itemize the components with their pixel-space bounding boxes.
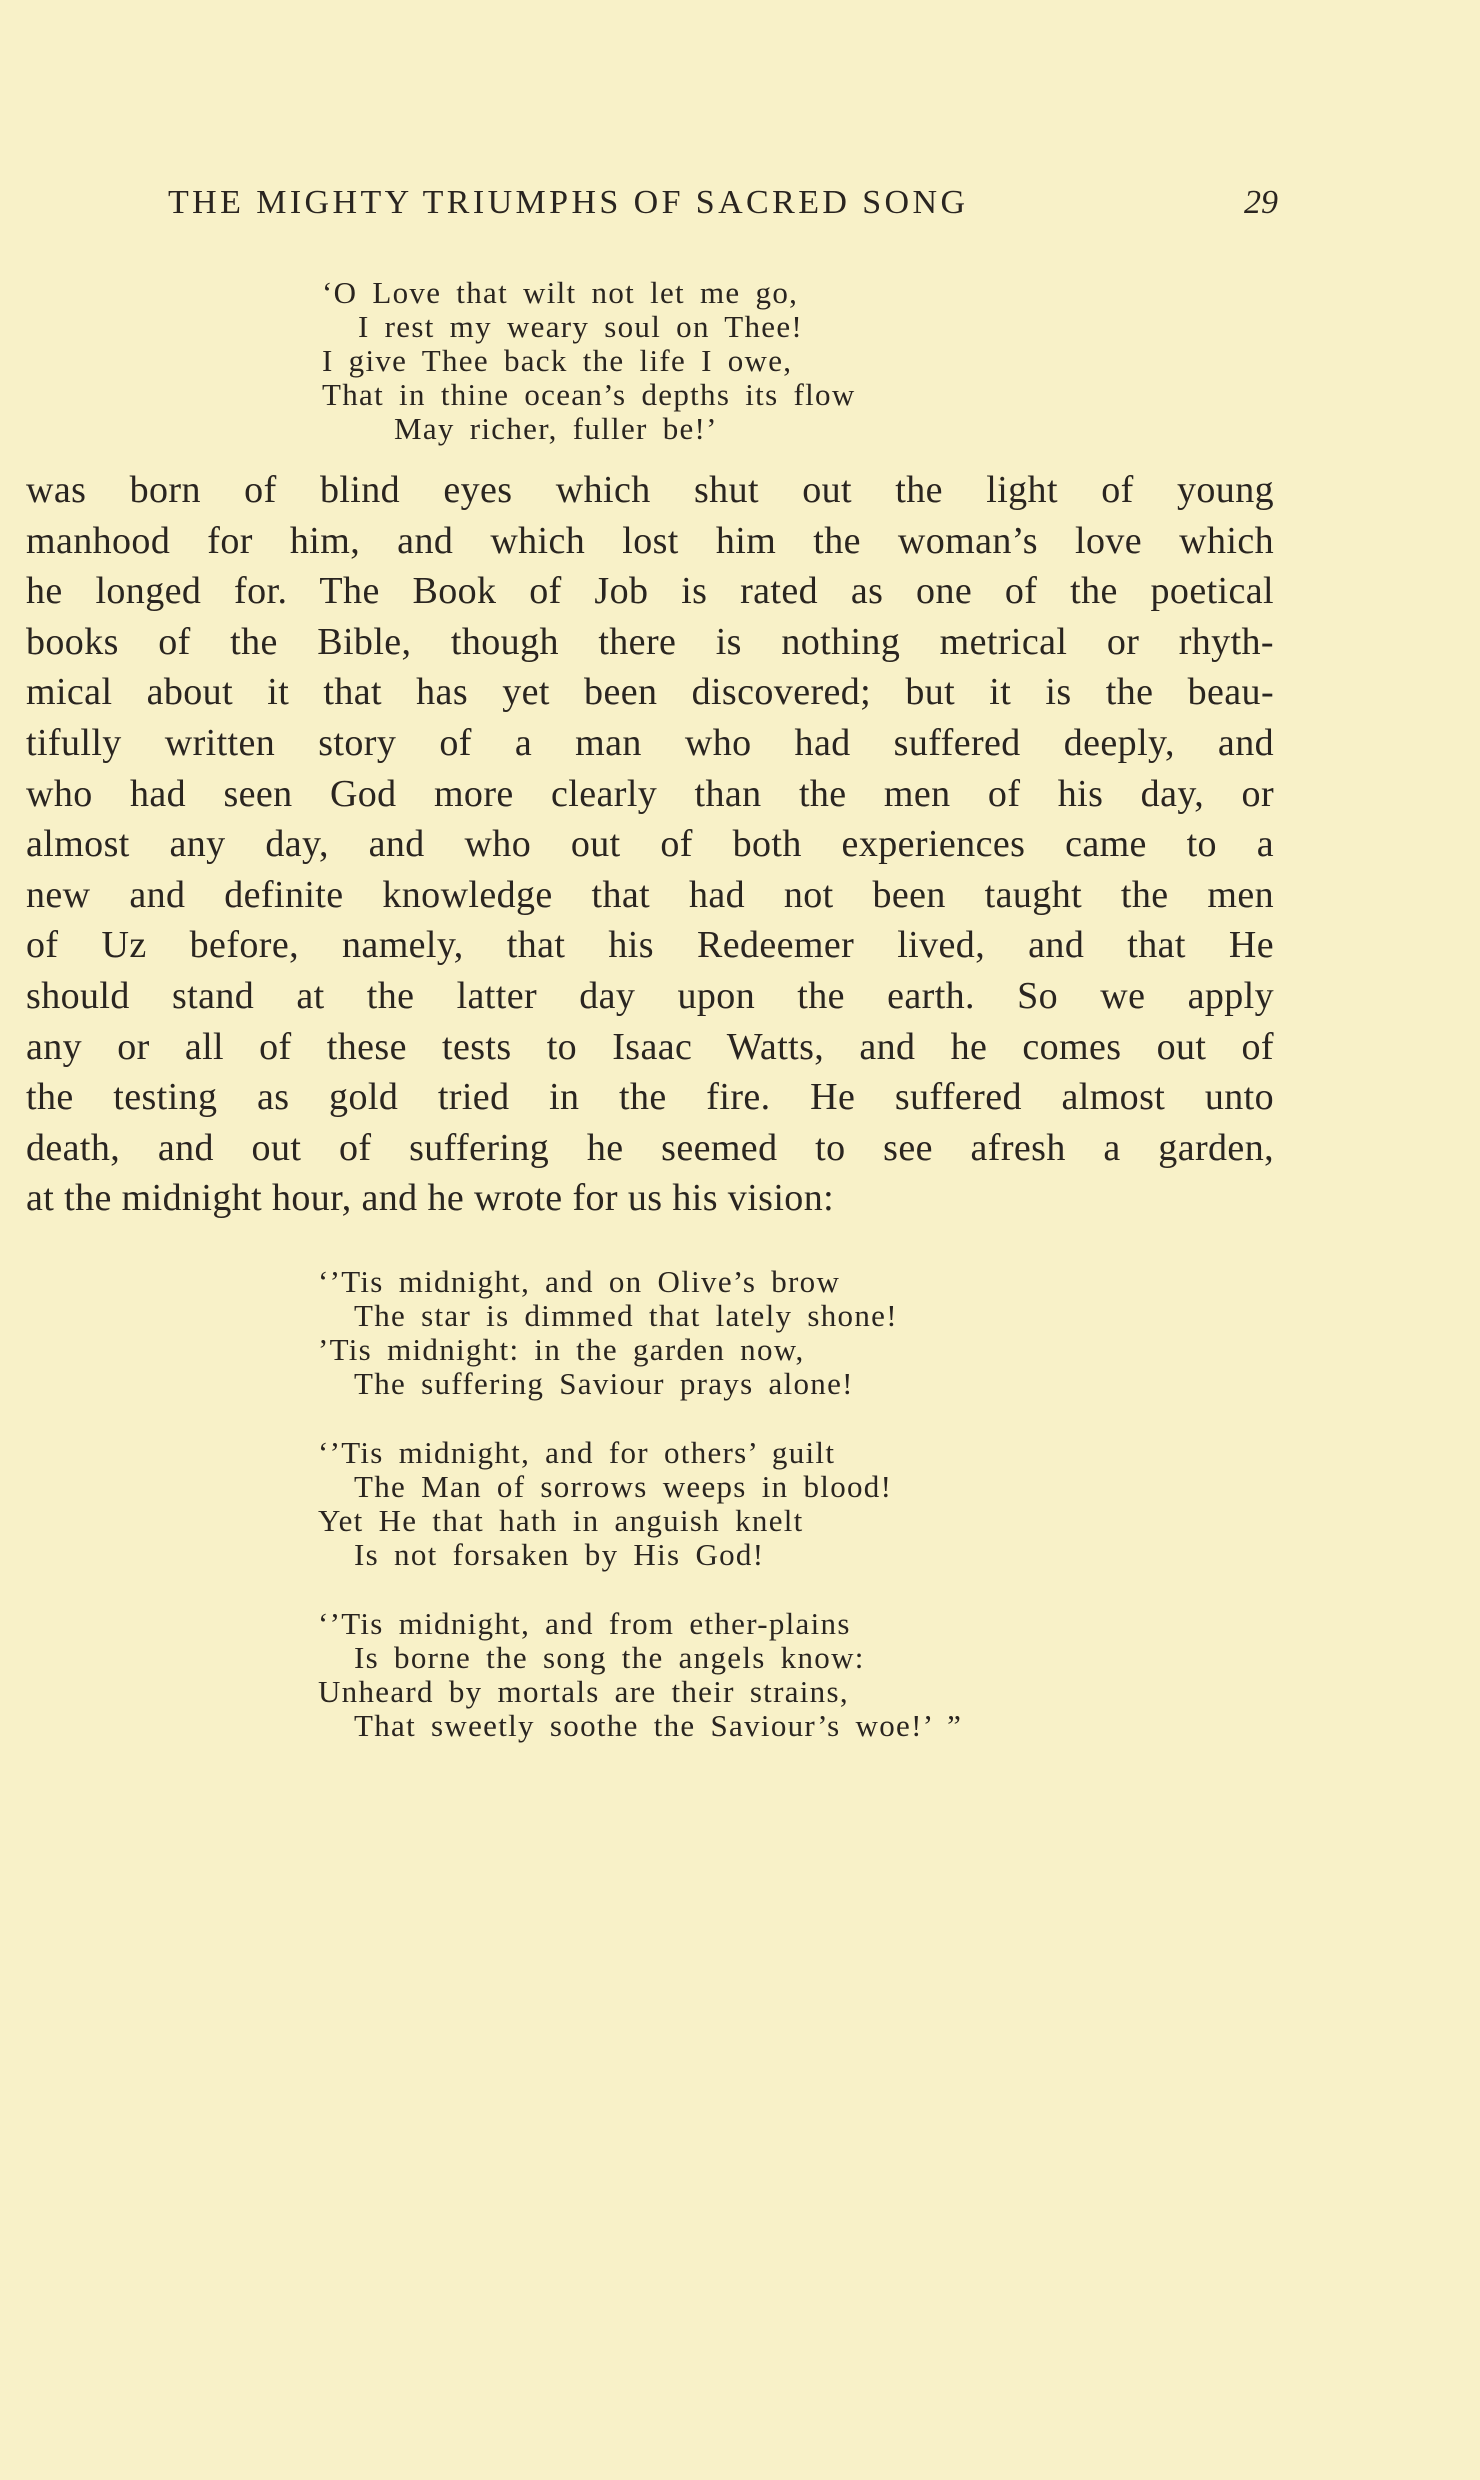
verse-line: Is not forsaken by His God! <box>354 1537 765 1572</box>
verse-line: The star is dimmed that lately shone! <box>354 1298 898 1333</box>
body-line: death, and out of suffering he seemed to see afresh a garden, <box>26 1126 1274 1169</box>
body-line: the testing as gold tried in the fire. He suffered almost unto <box>26 1076 1274 1119</box>
verse-line: ‘O Love that wilt not let me go, <box>322 275 799 310</box>
body-line: was born of blind eyes which shut out the light of young <box>26 469 1274 511</box>
verse-line: The Man of sorrows weeps in blood! <box>354 1469 893 1504</box>
body-line: any or all of these tests to Isaac Watts, and he comes out of <box>26 1025 1274 1068</box>
body-line: mical about it that has yet been discovered; but it is the beau- <box>26 671 1274 714</box>
hymn-stanza-1 <box>318 1265 898 1401</box>
page-number: 29 <box>1244 184 1278 221</box>
verse-line: ‘’Tis midnight, and on Olive’s brow <box>318 1264 841 1299</box>
body-paragraph <box>26 465 1274 1224</box>
body-line: of Uz before, namely, that his Redeemer lived, and that He <box>26 924 1274 967</box>
body-line: tifully written story of a man who had suffered deeply, and <box>26 721 1274 764</box>
body-line: almost any day, and who out of both experiences came to a <box>26 823 1274 866</box>
verse-line: ‘’Tis midnight, and for others’ guilt <box>318 1435 836 1470</box>
body-line: who had seen God more clearly than the men of his day, or <box>26 772 1274 815</box>
verse-line: Is borne the song the angels know: <box>354 1640 865 1675</box>
running-title: THE MIGHTY TRIUMPHS OF SACRED SONG <box>168 184 969 221</box>
opening-stanza <box>322 276 856 446</box>
verse-line: ’Tis midnight: in the garden now, <box>318 1332 805 1367</box>
body-line: books of the Bible, though there is nothing metrical or rhyth- <box>26 620 1274 663</box>
verse-line: The suffering Saviour prays alone! <box>354 1366 854 1401</box>
body-line: manhood for him, and which lost him the woman’s love which <box>26 519 1274 562</box>
running-head <box>168 184 1278 232</box>
verse-line: I give Thee back the life I owe, <box>322 343 793 378</box>
verse-line: I rest my weary soul on Thee! <box>358 309 804 344</box>
body-line: new and definite knowledge that had not been taught the men <box>26 873 1274 916</box>
verse-line: That sweetly soothe the Saviour’s woe!’ ” <box>354 1708 963 1743</box>
body-line: at the midnight hour, and he wrote for us his vision: <box>26 1177 835 1220</box>
hymn-stanza-2 <box>318 1436 892 1572</box>
verse-line: ‘’Tis midnight, and from ether-plains <box>318 1606 851 1641</box>
verse-line: Yet He that hath in anguish knelt <box>318 1503 804 1538</box>
hymn-stanza-3 <box>318 1607 962 1743</box>
body-line: should stand at the latter day upon the earth. So we apply <box>26 974 1274 1017</box>
verse-line: That in thine ocean’s depths its flow <box>322 377 856 412</box>
body-line: he longed for. The Book of Job is rated as one of the poetical <box>26 570 1274 613</box>
verse-line: Unheard by mortals are their strains, <box>318 1674 849 1709</box>
verse-line: May richer, fuller be!’ <box>394 411 718 446</box>
